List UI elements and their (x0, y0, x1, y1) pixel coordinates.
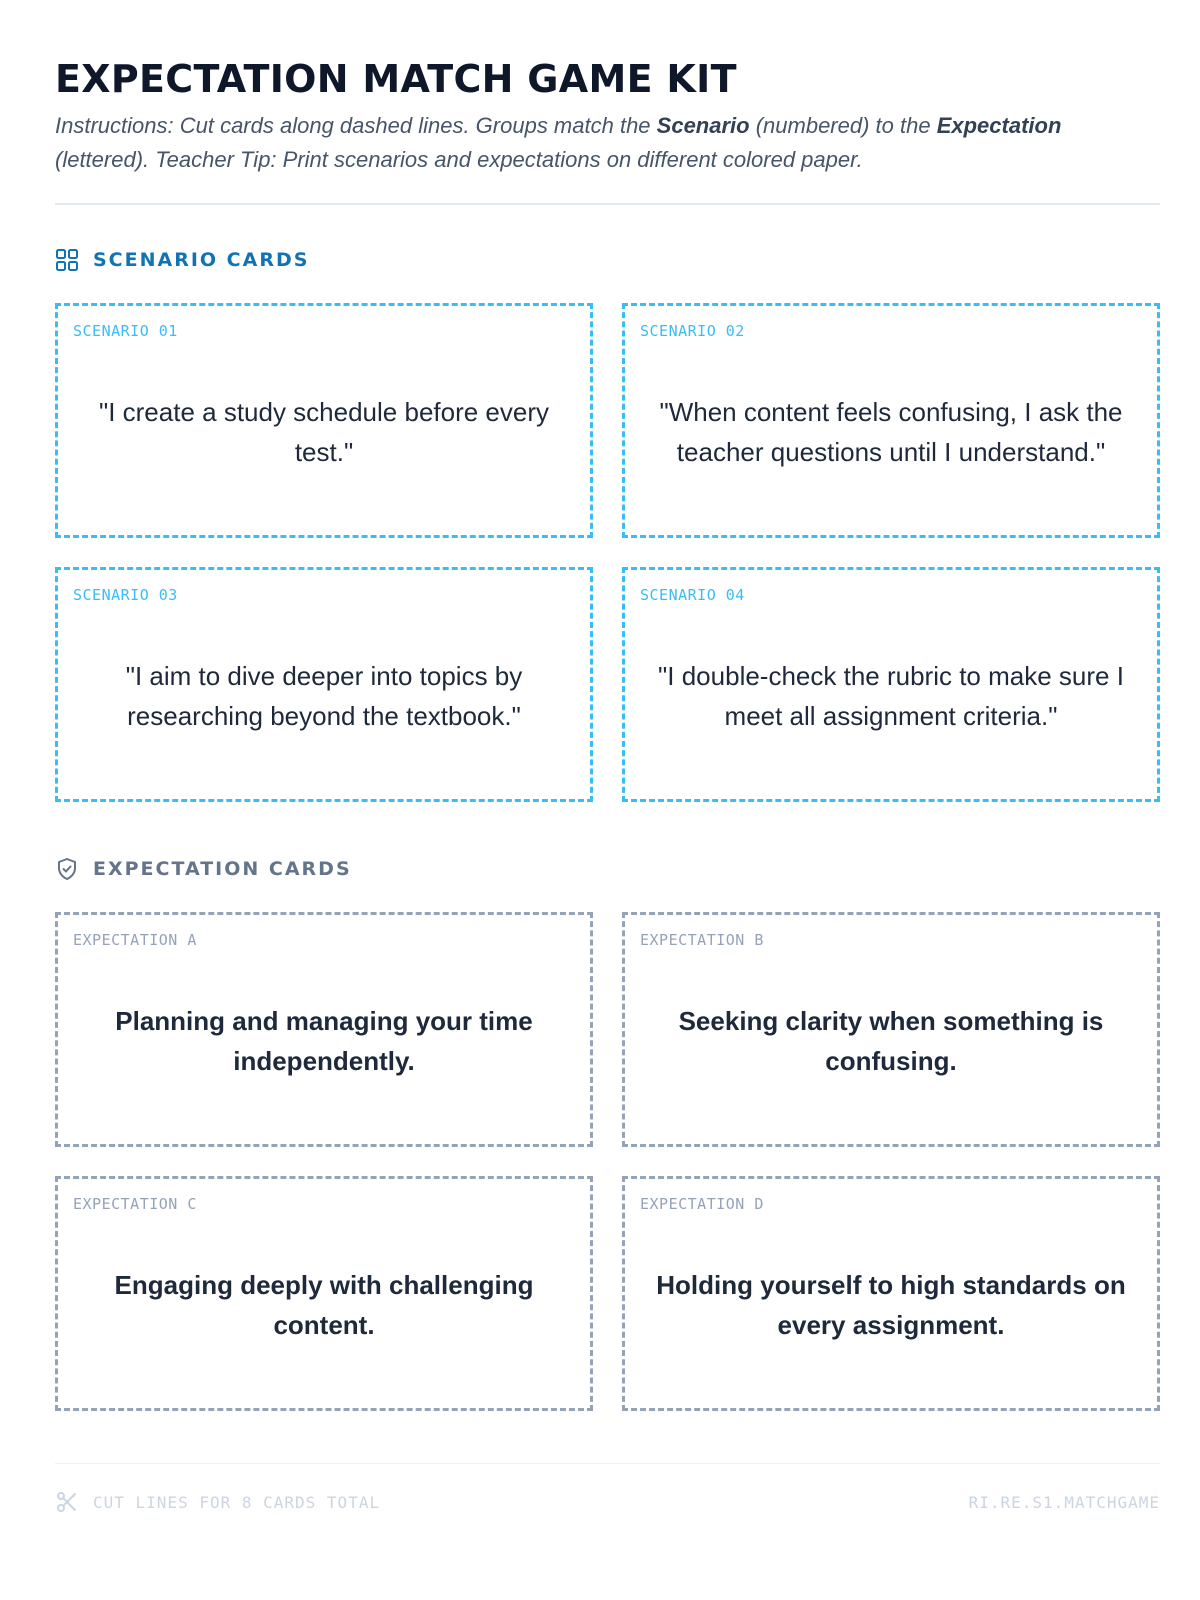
expectation-card-tag: EXPECTATION C (73, 1195, 197, 1213)
scenario-card (622, 567, 1160, 802)
scenario-card-text: "When content feels confusing, I ask the teacher questions until I understand." (659, 396, 1123, 467)
expectation-card-text: Planning and managing your time independently. (115, 1005, 533, 1076)
expectation-card (622, 1176, 1160, 1411)
expectation-card (55, 1176, 593, 1411)
instructions-part-2: (numbered) to the (749, 113, 937, 138)
scenario-card-text: "I double-check the rubric to make sure I meet all assignment criteria." (658, 660, 1124, 731)
expectation-section-header (55, 854, 1160, 884)
scenario-card-text: "I create a study schedule before every test." (98, 396, 550, 467)
scenario-card-tag: SCENARIO 04 (640, 586, 745, 604)
scenario-card-grid (55, 303, 1160, 802)
shield-check-icon (55, 857, 79, 881)
expectation-card-tag: EXPECTATION B (640, 931, 764, 949)
instructions-part-3: (lettered). Teacher Tip: Print scenarios and expectations on different colored paper. (55, 147, 863, 172)
scenario-card (622, 303, 1160, 538)
footer-cut-note: CUT LINES FOR 8 CARDS TOTAL (93, 1492, 381, 1512)
instructions-scenario-word: Scenario (656, 113, 750, 138)
expectation-section-label: EXPECTATION CARDS (93, 858, 352, 880)
page-title: EXPECTATION MATCH GAME KIT (55, 57, 737, 101)
scenario-card-tag: SCENARIO 03 (73, 586, 178, 604)
worksheet-page (55, 55, 1160, 1514)
footer-left (55, 1490, 380, 1514)
expectation-card (622, 912, 1160, 1147)
scenario-card (55, 303, 593, 538)
scenario-card-tag: SCENARIO 02 (640, 322, 745, 340)
expectation-card-tag: EXPECTATION A (73, 931, 197, 949)
scenario-section-label: SCENARIO CARDS (93, 249, 310, 271)
expectation-card-text: Engaging deeply with challenging content. (114, 1269, 534, 1340)
scenario-card (55, 567, 593, 802)
footer (55, 1490, 1160, 1514)
scenario-card-text: "I aim to dive deeper into topics by researching beyond the textbook." (125, 660, 523, 731)
footer-code: RI.RE.S1.MATCHGAME (968, 1492, 1160, 1512)
expectation-card-grid (55, 912, 1160, 1411)
expectation-card-text: Seeking clarity when something is confusing. (678, 1005, 1104, 1076)
header-divider (55, 203, 1160, 205)
instructions-part-1: Instructions: Cut cards along dashed lines. Groups match the (55, 113, 657, 138)
expectation-card (55, 912, 593, 1147)
scissors-icon (55, 1490, 79, 1514)
scenario-section-header (55, 245, 1160, 275)
scenario-card-tag: SCENARIO 01 (73, 322, 178, 340)
grid-icon (55, 248, 79, 272)
expectation-card-text: Holding yourself to high standards on every assignment. (656, 1269, 1126, 1340)
instructions-text (55, 109, 1160, 177)
expectation-card-tag: EXPECTATION D (640, 1195, 764, 1213)
footer-divider (55, 1463, 1160, 1464)
instructions-expectation-word: Expectation (936, 113, 1062, 138)
